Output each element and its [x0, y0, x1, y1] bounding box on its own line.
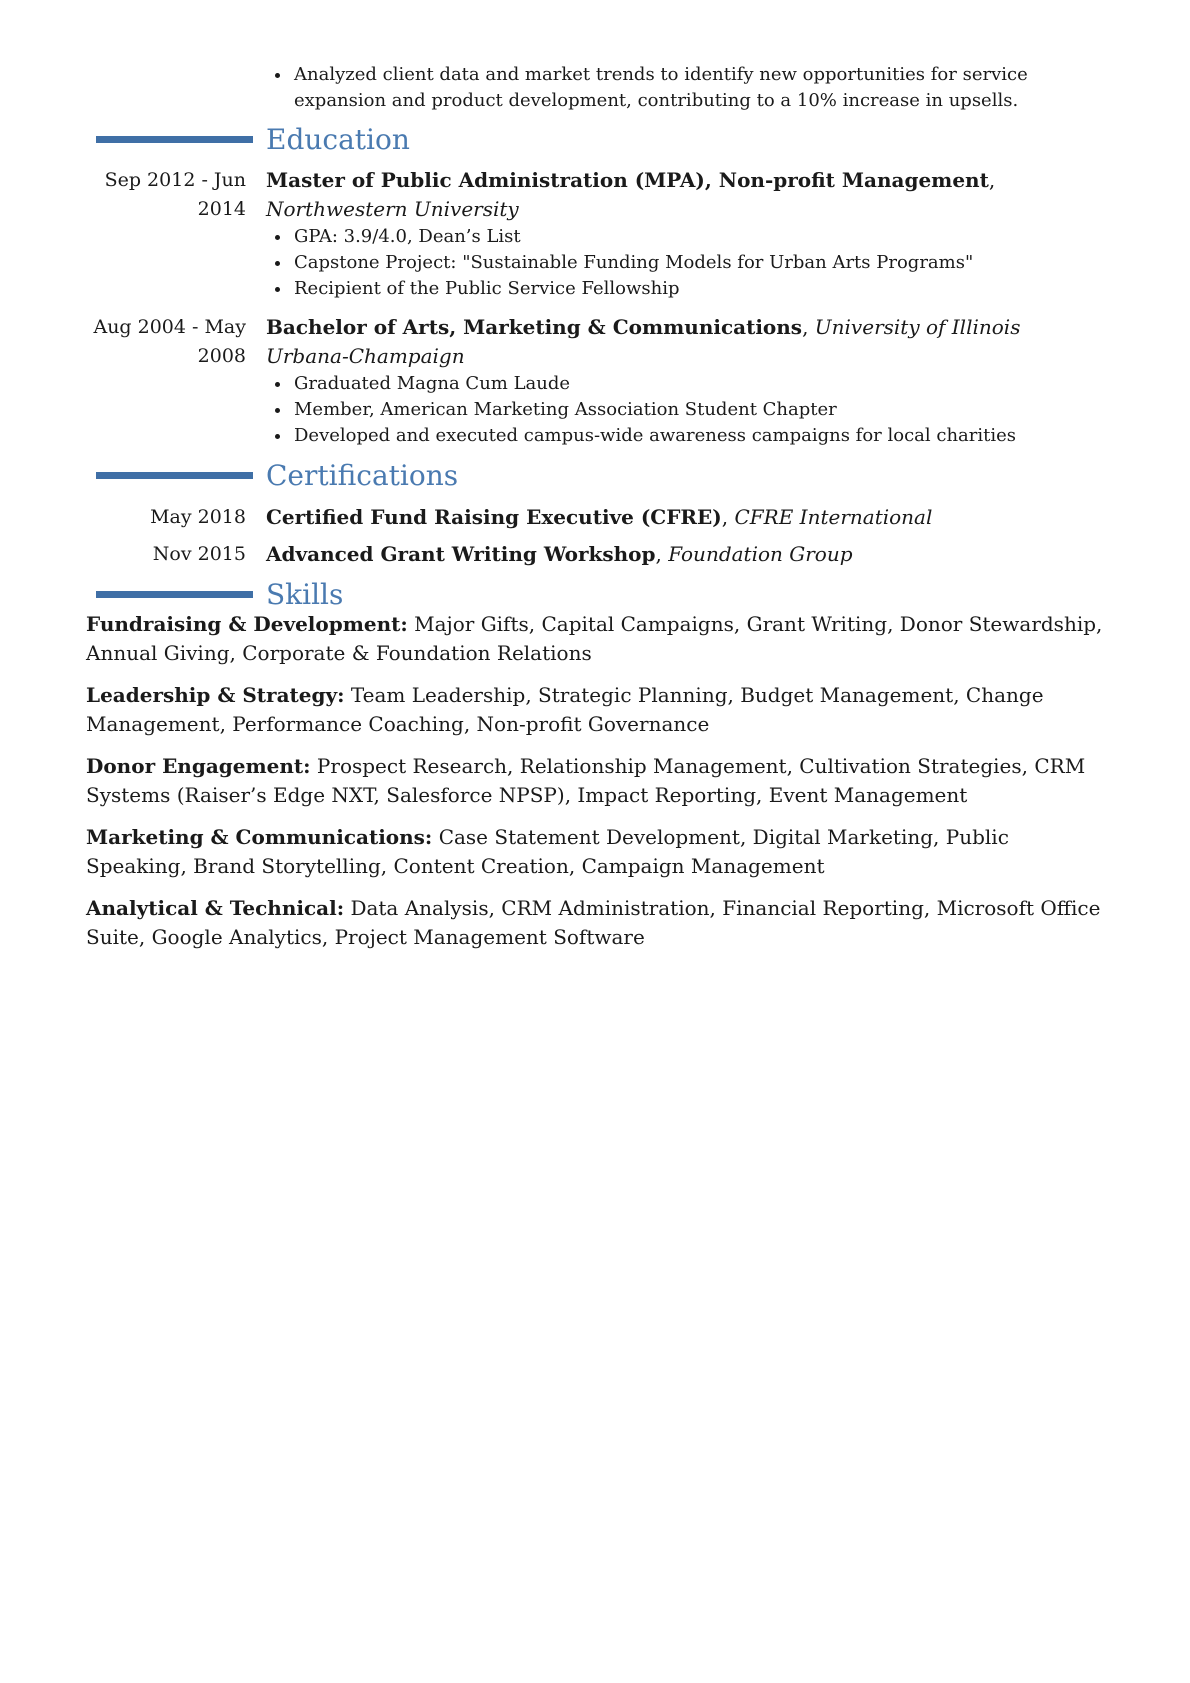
skill-group [86, 752, 1106, 810]
skill-group-label: Marketing & Communications: [86, 825, 433, 849]
list-item: Member, American Marketing Association Student Chapter [268, 397, 1098, 423]
education-bullets [268, 371, 1098, 449]
list-item: Capstone Project: "Sustainable Funding Models for Urban Arts Programs" [268, 250, 1098, 276]
skill-group-label: Fundraising & Development: [86, 612, 408, 636]
degree-title: Master of Public Administration (MPA), Non-profit Management [266, 168, 989, 192]
skill-group [86, 681, 1106, 739]
list-item: Graduated Magna Cum Laude [268, 371, 1098, 397]
section-title-education: Education [266, 123, 410, 156]
certification-entry: Advanced Grant Writing Workshop, Foundation Group [266, 542, 853, 566]
school-name: Northwestern University [266, 197, 519, 221]
certification-date: May 2018 [150, 506, 246, 528]
skill-group-label: Leadership & Strategy: [86, 683, 345, 707]
skill-group [86, 894, 1106, 952]
experience-bullets [268, 62, 1098, 114]
skill-group-label: Donor Engagement: [86, 754, 311, 778]
section-title-certifications: Certifications [266, 459, 459, 492]
certification-issuer: CFRE International [734, 505, 933, 529]
section-title-skills: Skills [266, 578, 344, 611]
section-bar [96, 472, 253, 479]
school-name: University of Illinois Urbana-Champaign [266, 315, 1021, 368]
skill-group [86, 610, 1106, 668]
education-date: Sep 2012 - Jun 2014 [104, 169, 246, 220]
list-item: Recipient of the Public Service Fellowship [268, 276, 1098, 302]
skill-group [86, 823, 1106, 881]
certification-name: Advanced Grant Writing Workshop [266, 542, 656, 566]
skill-group-text: Prospect Research, Relationship Management, Cultivation Strategies, CRM Systems (Raiser’s Edge NXT, Salesforce NPSP), Impact Reporting, Event Management [86, 754, 1086, 807]
skill-group-label: Analytical & Technical: [86, 896, 345, 920]
education-entry-head: Master of Public Administration (MPA), Non-profit Management, Northwestern University [266, 168, 996, 221]
certification-entry: Certified Fund Raising Executive (CFRE), CFRE International [266, 505, 933, 529]
certification-name: Certified Fund Raising Executive (CFRE) [266, 505, 722, 529]
list-item: Analyzed client data and market trends to identify new opportunities for service expansion and product development, contributing to a 10% increase in upsells. [268, 62, 1098, 114]
education-date: Aug 2004 - May 2008 [93, 316, 246, 367]
list-item: GPA: 3.9/4.0, Dean’s List [268, 224, 1098, 250]
section-bar [96, 591, 253, 598]
section-bar [96, 136, 253, 143]
skill-group-text: Data Analysis, CRM Administration, Financial Reporting, Microsoft Office Suite, Google Analytics, Project Management Software [86, 896, 1101, 949]
certification-issuer: Foundation Group [668, 542, 853, 566]
skill-group-text: Major Gifts, Capital Campaigns, Grant Writing, Donor Stewardship, Annual Giving, Corporate & Foundation Relations [86, 612, 1103, 665]
education-entry-head: Bachelor of Arts, Marketing & Communications, University of Illinois Urbana-Champaign [266, 315, 1021, 368]
certification-date: Nov 2015 [152, 543, 246, 565]
skill-group-text: Team Leadership, Strategic Planning, Budget Management, Change Management, Performance Coaching, Non-profit Governance [86, 683, 1044, 736]
skill-group-text: Case Statement Development, Digital Marketing, Public Speaking, Brand Storytelling, Content Creation, Campaign Management [86, 825, 1009, 878]
education-bullets [268, 224, 1098, 302]
degree-title: Bachelor of Arts, Marketing & Communications [266, 315, 803, 339]
list-item: Developed and executed campus-wide awareness campaigns for local charities [268, 423, 1098, 449]
